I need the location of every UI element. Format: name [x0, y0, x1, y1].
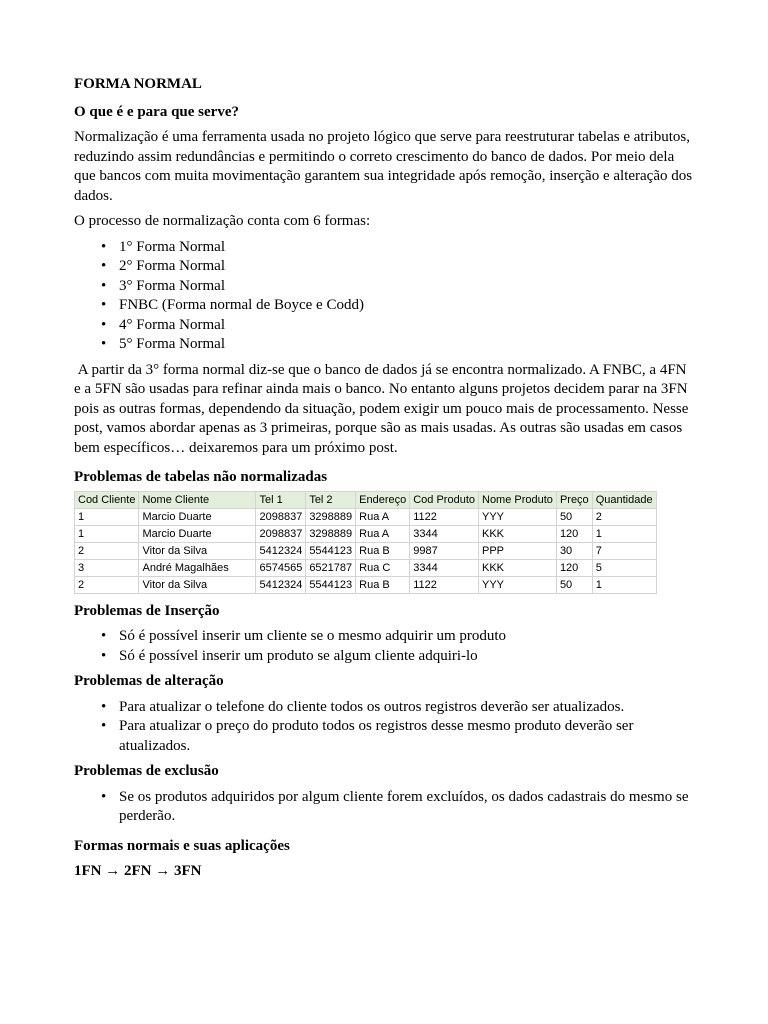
table-header-row [75, 491, 657, 508]
list-item: • Só é possível inserir um produto se algum cliente adquiri-lo [74, 647, 694, 667]
table-cell: 3344 [410, 525, 479, 542]
table-cell: 5544123 [306, 542, 356, 559]
column-header: Tel 1 [256, 491, 306, 508]
table-cell: Rua B [356, 542, 410, 559]
bullet-icon: • [101, 628, 107, 644]
forms-list [74, 238, 694, 355]
table-cell: KKK [479, 559, 557, 576]
table-cell: 2098837 [256, 508, 306, 525]
table-cell: 6574565 [256, 559, 306, 576]
table-cell: 1 [75, 508, 139, 525]
insert-problems-heading: Problemas de Inserção [74, 602, 220, 619]
list-item: • Se os produtos adquiridos por algum cliente forem excluídos, os dados cadastrais do mesmo se perderão. [101, 788, 689, 824]
normalization-paragraph: A partir da 3° forma normal diz-se que o banco de dados já se encontra normalizado. A FNBC, a 4FN e a 5FN são usadas para refinar ainda mais o banco. No entanto alguns projetos decidem parar na 3FN pois as outras formas, dependendo da situação, podem exigir um pouco mais de processamento. Nesse post, vamos abordar apenas as 3 primeiras, porque são as mais usadas. As outras são usadas em casos bem específicos… deixaremos para um próximo post. [74, 361, 693, 456]
table-cell: 1 [592, 576, 656, 593]
update-problems-heading: Problemas de alteração [74, 673, 224, 689]
table-cell: 120 [556, 559, 592, 576]
table-cell: Rua A [356, 525, 410, 542]
table-cell: André Magalhães [139, 559, 256, 576]
bullet-icon: • [101, 647, 107, 664]
table-cell: 5412324 [256, 542, 306, 559]
normal-forms-sequence: 1FN → 2FN → 3FN [74, 863, 202, 879]
table-cell: 3298889 [306, 525, 356, 542]
table-cell: 50 [556, 576, 592, 593]
forms-intro: O processo de normalização conta com 6 formas: [74, 213, 371, 229]
delete-problems-list [74, 788, 694, 827]
table-cell: 1 [592, 525, 656, 542]
list-item: • Para atualizar o telefone do cliente todos os outros registros deverão ser atualizados. [74, 698, 694, 718]
list-item: • 5° Forma Normal [74, 335, 694, 355]
column-header: Tel 2 [306, 491, 356, 508]
table-cell: Rua B [356, 576, 410, 593]
table-cell: Vitor da Silva [139, 576, 256, 593]
table-cell: 1 [75, 525, 139, 542]
list-item: • FNBC (Forma normal de Boyce e Codd) [74, 296, 694, 316]
table-cell: 30 [556, 542, 592, 559]
table-cell: YYY [479, 576, 557, 593]
table-row [75, 542, 657, 559]
document-title: FORMA NORMAL [74, 76, 202, 92]
table-cell: 7 [592, 542, 656, 559]
normal-forms-heading: Formas normais e suas aplicações [74, 837, 290, 854]
list-item: • 1° Forma Normal [74, 238, 694, 258]
table-row [75, 508, 657, 525]
intro-paragraph: Normalização é uma ferramenta usada no projeto lógico que serve para reestruturar tabelas e atributos, reduzindo assim redundâncias e permitindo o correto crescimento do banco de dados. Por meio dela que bancos com muita movimentação garantem sua integridade após remoção, inserção e alteração dos dados. [74, 129, 693, 204]
table-cell: 2 [75, 576, 139, 593]
bullet-icon: • [101, 258, 107, 274]
table-cell: PPP [479, 542, 557, 559]
table-cell: Marcio Duarte [139, 525, 256, 542]
table-row [75, 559, 657, 576]
bullet-icon: • [101, 336, 107, 352]
table-cell: 2 [75, 542, 139, 559]
table-row [75, 576, 657, 593]
table-cell: 1122 [410, 576, 479, 593]
table-cell: 50 [556, 508, 592, 525]
section-heading-what-is: O que é e para que serve? [74, 103, 239, 120]
bullet-icon: • [101, 698, 107, 715]
list-item: • 4° Forma Normal [74, 316, 694, 336]
list-item: • Só é possível inserir um cliente se o mesmo adquirir um produto [74, 627, 694, 647]
table-cell: 2 [592, 508, 656, 525]
bullet-icon: • [101, 316, 107, 333]
column-header: Preço [556, 491, 592, 508]
list-item: • Para atualizar o preço do produto todos os registros desse mesmo produto deverão ser atualizados. [101, 718, 634, 754]
table-cell: KKK [479, 525, 557, 542]
table-cell: 5544123 [306, 576, 356, 593]
table-cell: 5 [592, 559, 656, 576]
bullet-icon: • [101, 718, 107, 734]
column-header: Quantidade [592, 491, 656, 508]
table-cell: 6521787 [306, 559, 356, 576]
table-cell: Rua C [356, 559, 410, 576]
bullet-icon: • [101, 788, 107, 805]
bullet-icon: • [101, 297, 107, 313]
table-cell: 3298889 [306, 508, 356, 525]
delete-problems-heading: Problemas de exclusão [74, 763, 219, 779]
insert-problems-list [74, 627, 694, 666]
update-problems-list [74, 698, 694, 757]
unnormalized-table [74, 491, 657, 594]
table-cell: 5412324 [256, 576, 306, 593]
table-cell: Rua A [356, 508, 410, 525]
table-cell: 120 [556, 525, 592, 542]
table-cell: YYY [479, 508, 557, 525]
list-item: • 2° Forma Normal [74, 257, 694, 277]
column-header: Nome Produto [479, 491, 557, 508]
table-cell: 3344 [410, 559, 479, 576]
table-row [75, 525, 657, 542]
table-cell: Vitor da Silva [139, 542, 256, 559]
table-cell: Marcio Duarte [139, 508, 256, 525]
table-cell: 1122 [410, 508, 479, 525]
table-cell: 9987 [410, 542, 479, 559]
problems-heading: Problemas de tabelas não normalizadas [74, 469, 328, 485]
bullet-icon: • [101, 238, 107, 255]
column-header: Cod Produto [410, 491, 479, 508]
table-cell: 3 [75, 559, 139, 576]
table-cell: 2098837 [256, 525, 306, 542]
document-content [74, 75, 694, 882]
column-header: Cod Cliente [75, 491, 139, 508]
column-header: Endereço [356, 491, 410, 508]
bullet-icon: • [101, 277, 107, 294]
column-header: Nome Cliente [139, 491, 256, 508]
list-item: • 3° Forma Normal [74, 277, 694, 297]
